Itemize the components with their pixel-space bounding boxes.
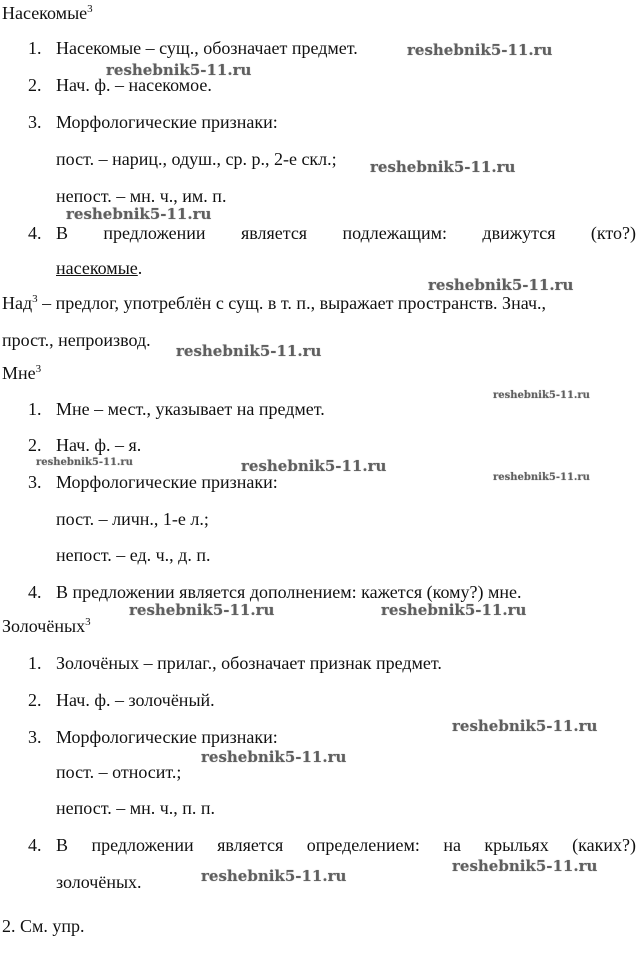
- list-item-text: В предложении является дополнением: кажется (кому?) мне.: [56, 582, 522, 602]
- list-item-text: Морфологические признаки:: [56, 472, 278, 492]
- list-number: 3.: [28, 472, 42, 492]
- list-number: 1.: [28, 399, 42, 419]
- constant-features: пост. – относит.;: [56, 762, 182, 782]
- list-item-text: Нач. ф. – насекомое.: [56, 75, 212, 95]
- paragraph-nad-line1: Над$^3$ – предлог, употреблён с сущ. в т. п., выражает пространств. Знач.,: [2, 293, 547, 313]
- list-number: 4.: [28, 582, 42, 602]
- list-item-continuation: насекомые.: [56, 258, 143, 278]
- list-number: 3.: [28, 727, 42, 747]
- constant-features: пост. – личн., 1-е л.;: [56, 509, 209, 529]
- watermark: reshebnik5-11.ru: [129, 601, 275, 619]
- footer-note: 2. См. упр.: [2, 916, 85, 936]
- variable-features: непост. – ед. ч., д. п.: [56, 545, 211, 565]
- list-number: 2.: [28, 435, 42, 455]
- watermark: reshebnik5-11.ru: [241, 457, 387, 475]
- list-item-text: Золочёных – прилаг., обозначает признак предмет.: [56, 653, 442, 673]
- section-heading-mne: Мне$^3$: [2, 363, 42, 383]
- watermark: reshebnik5-11.ru: [452, 717, 598, 735]
- list-number: 1.: [28, 38, 42, 58]
- list-number: 1.: [28, 653, 42, 673]
- watermark: reshebnik5-11.ru: [493, 390, 590, 401]
- watermark: reshebnik5-11.ru: [381, 601, 527, 619]
- list-item-text: В предложении является подлежащим: движутся (кто?): [56, 223, 636, 243]
- watermark: reshebnik5-11.ru: [36, 457, 133, 468]
- list-item-text: Насекомые – сущ., обозначает предмет.: [56, 38, 358, 58]
- list-item-text: Мне – мест., указывает на предмет.: [56, 399, 325, 419]
- list-item-text: Нач. ф. – я.: [56, 435, 142, 455]
- list-item-text: В предложении является определением: на крыльях (каких?): [56, 835, 636, 855]
- list-number: 2.: [28, 690, 42, 710]
- list-item-text: Морфологические признаки:: [56, 727, 278, 747]
- list-number: 2.: [28, 75, 42, 95]
- watermark: reshebnik5-11.ru: [493, 472, 590, 483]
- list-number: 4.: [28, 223, 42, 243]
- section-heading-insects: Насекомые$^3$: [2, 3, 93, 23]
- watermark: reshebnik5-11.ru: [176, 342, 322, 360]
- watermark: reshebnik5-11.ru: [428, 276, 574, 294]
- watermark: reshebnik5-11.ru: [452, 857, 598, 875]
- paragraph-nad-line2: прост., непроизвод.: [2, 330, 151, 350]
- list-number: 4.: [28, 835, 42, 855]
- section-heading-zoloch: Золочёных$^3$: [2, 616, 91, 636]
- variable-features: непост. – мн. ч., им. п.: [56, 186, 227, 206]
- watermark: reshebnik5-11.ru: [370, 158, 516, 176]
- list-item-text: Нач. ф. – золочёный.: [56, 690, 215, 710]
- variable-features: непост. – мн. ч., п. п.: [56, 798, 216, 818]
- watermark: reshebnik5-11.ru: [201, 748, 347, 766]
- watermark: reshebnik5-11.ru: [407, 41, 553, 59]
- list-number: 3.: [28, 112, 42, 132]
- watermark: reshebnik5-11.ru: [106, 61, 252, 79]
- list-item-text: Морфологические признаки:: [56, 112, 278, 132]
- watermark: reshebnik5-11.ru: [201, 867, 347, 885]
- constant-features: пост. – нариц., одуш., ср. р., 2-е скл.;: [56, 149, 337, 169]
- list-item-continuation: золочёных.: [56, 872, 142, 892]
- watermark: reshebnik5-11.ru: [66, 205, 212, 223]
